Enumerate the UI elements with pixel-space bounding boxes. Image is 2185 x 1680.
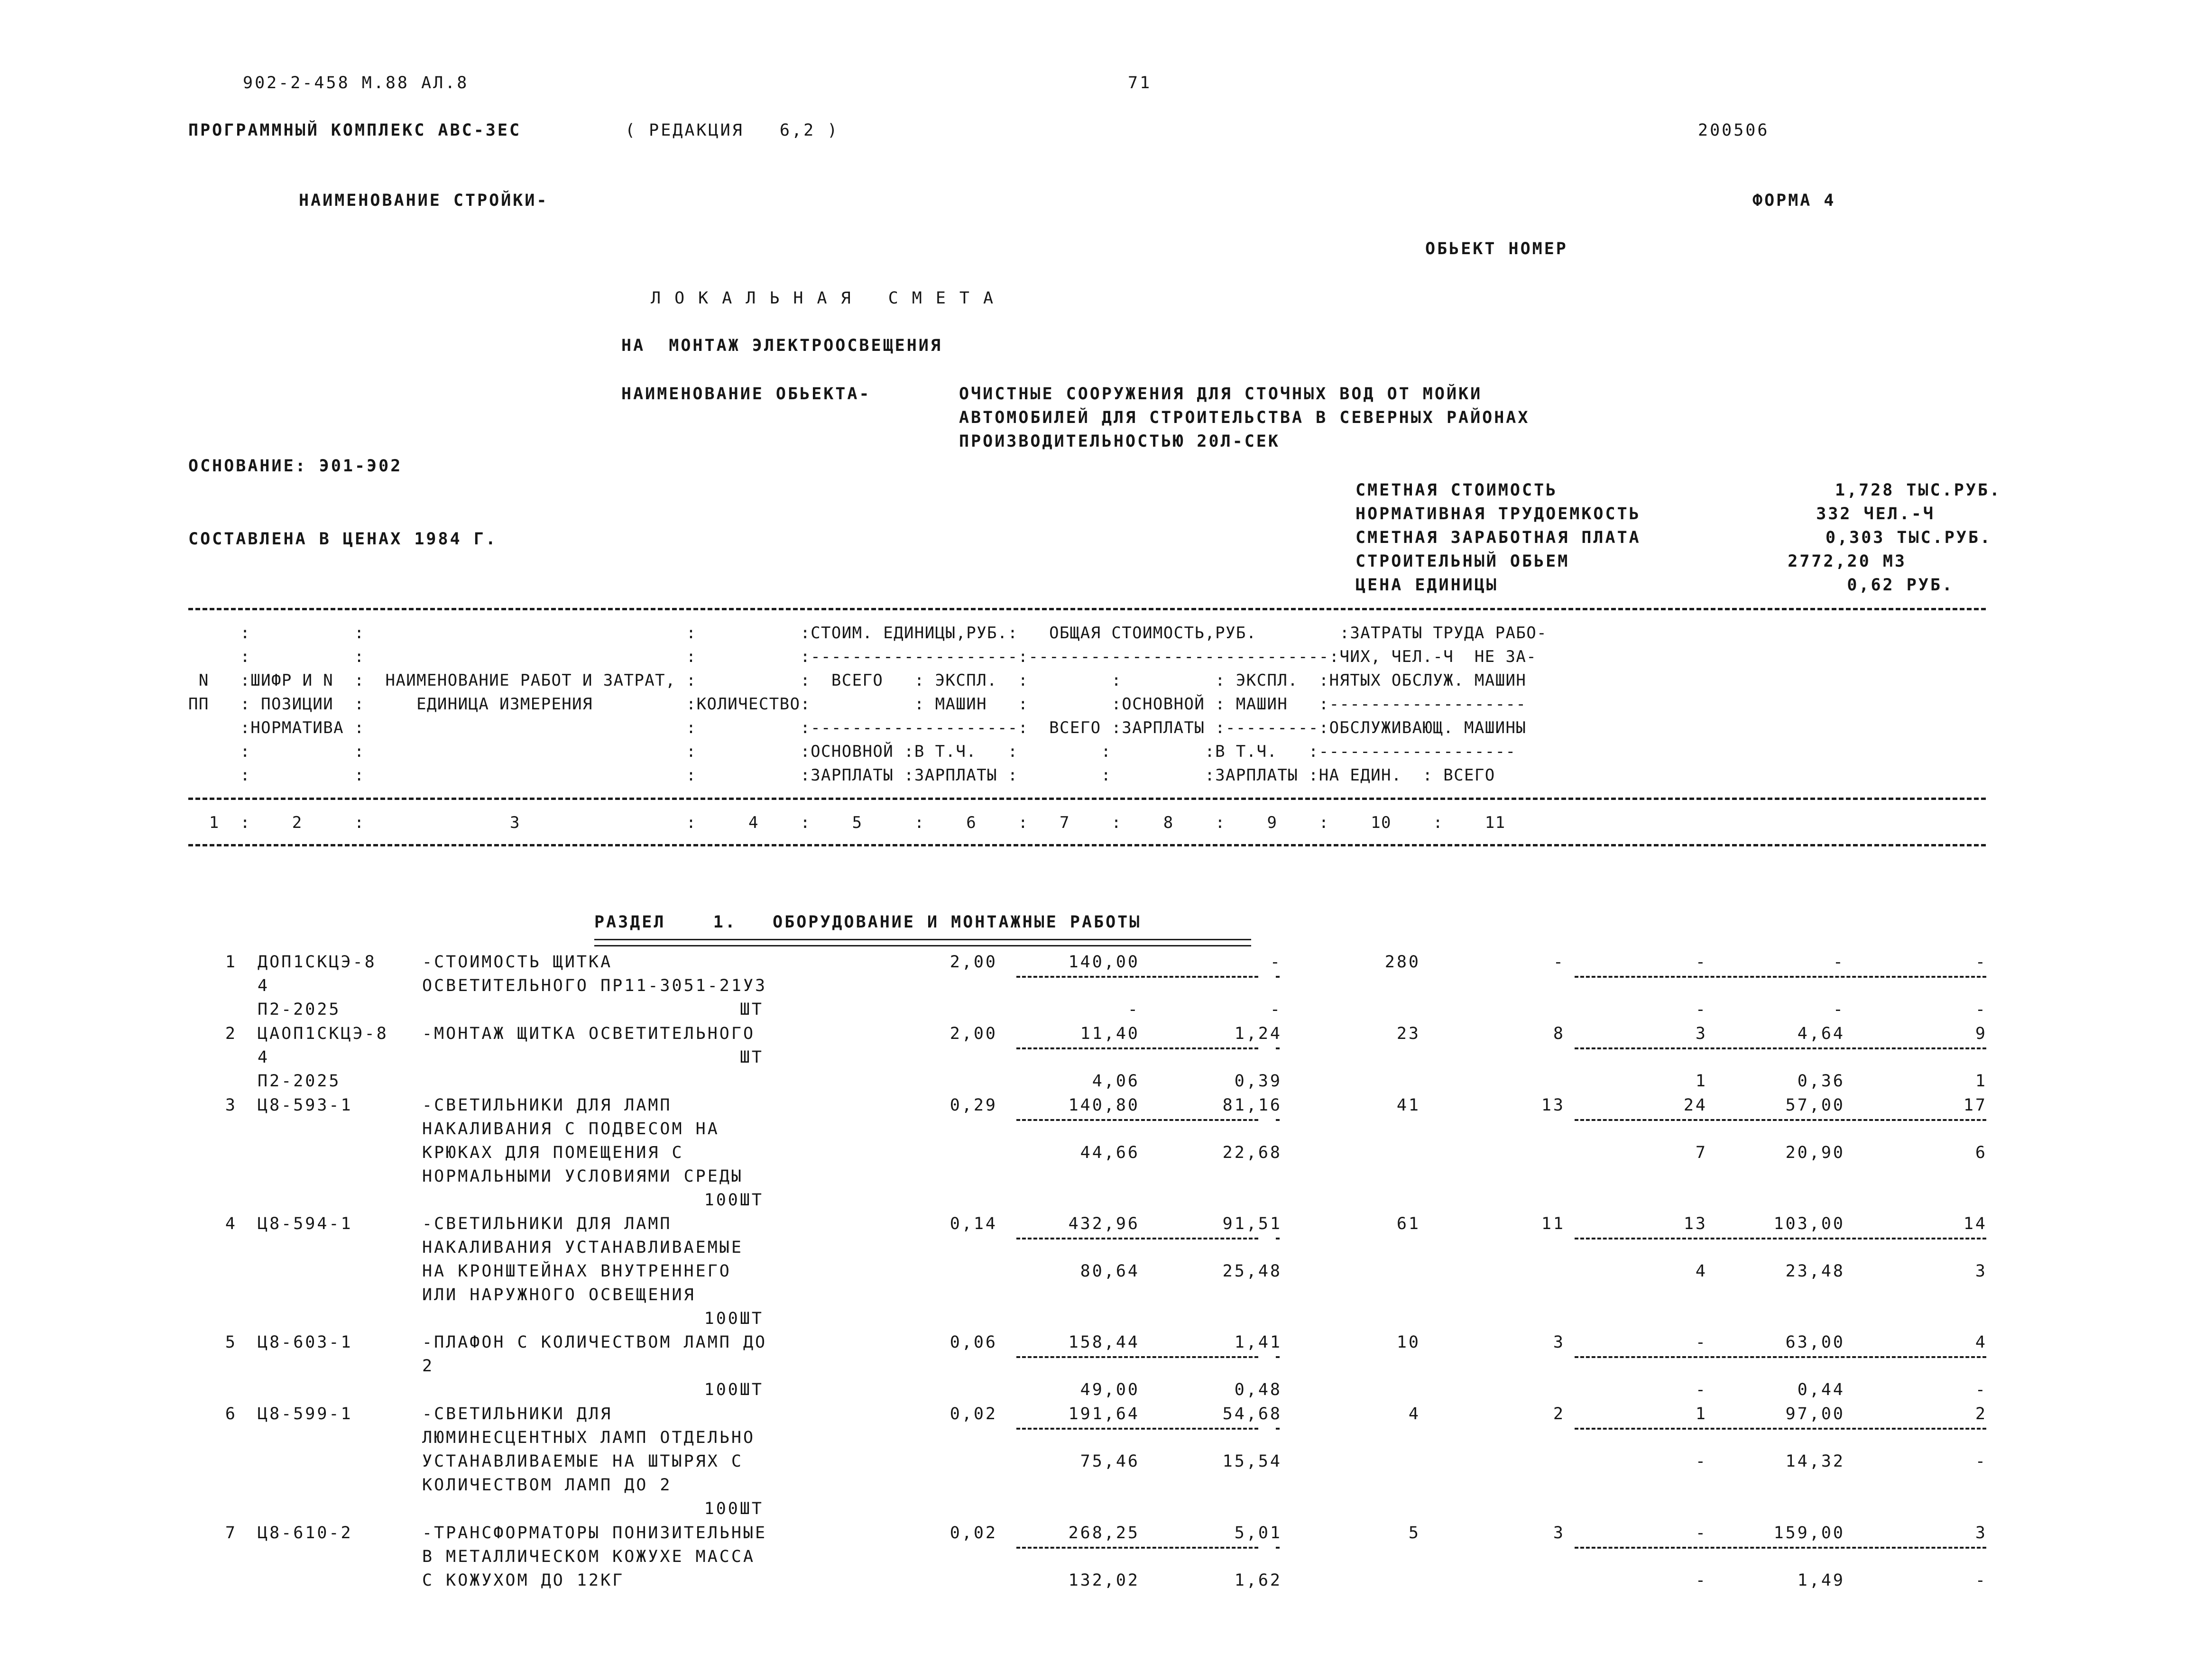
row-col-11: 14	[1963, 1214, 1987, 1233]
row-description: В МЕТАЛЛИЧЕСКОМ КОЖУХЕ МАССА	[422, 1547, 756, 1566]
row-quantity: 0,02	[950, 1524, 997, 1542]
row-wage-11: -	[1975, 1571, 1987, 1590]
subtotal-rule	[1276, 1047, 1280, 1049]
row-code: ДОП1СКЦЭ-8	[258, 953, 377, 972]
row-code: Ц8-603-1	[258, 1333, 353, 1352]
row-number: 1	[225, 953, 237, 972]
row-description: -МОНТАЖ ЩИТКА ОСВЕТИТЕЛЬНОГО	[422, 1024, 756, 1043]
row-wage-5: -	[1127, 1000, 1140, 1019]
row-description: НОРМАЛЬНЫМИ УСЛОВИЯМИ СРЕДЫ	[422, 1167, 743, 1186]
summary-label: СМЕТНАЯ ЗАРАБОТНАЯ ПЛАТА	[1355, 528, 1641, 547]
price-basis: СОСТАВЛЕНА В ЦЕНАХ 1984 Г.	[188, 530, 498, 549]
summary-label: НОРМАТИВНАЯ ТРУДОЕМКОСТЬ	[1355, 505, 1641, 523]
subtotal-rule	[1276, 1547, 1280, 1549]
row-wage-10: 0,44	[1797, 1380, 1845, 1399]
summary-value: 332 ЧЕЛ.-Ч	[1816, 505, 1935, 523]
row-code: П2-2025	[258, 1072, 341, 1091]
summary-label: СМЕТНАЯ СТОИМОСТЬ	[1355, 481, 1558, 500]
row-col-11: 9	[1975, 1024, 1987, 1043]
row-description: -СВЕТИЛЬНИКИ ДЛЯ	[422, 1405, 613, 1423]
subtotal-rule	[1016, 1238, 1258, 1239]
header-line: N :ШИФР И N : НАИМЕНОВАНИЕ РАБОТ И ЗАТРАТ, : : ВСЕГО : ЭКСПЛ. : : : ЭКСПЛ. :НЯТЫХ ОБСЛУЖ. МАШИН	[188, 671, 1527, 690]
subtotal-rule	[1575, 1119, 1986, 1121]
subtotal-rule	[1276, 1356, 1280, 1358]
row-quantity: 2,00	[950, 953, 997, 972]
row-col-10: 159,00	[1773, 1524, 1845, 1542]
program-name: ПРОГРАММНЫЙ КОМПЛЕКС АВС-3ЕС	[188, 121, 522, 140]
summary-value: 1,728 ТЫС.РУБ.	[1835, 481, 2001, 500]
summary-value: 0,62 РУБ.	[1847, 576, 1954, 595]
subtotal-rule	[1016, 1547, 1258, 1549]
row-col-11: -	[1975, 953, 1987, 972]
row-code: Ц8-599-1	[258, 1405, 353, 1423]
row-description: КОЛИЧЕСТВОМ ЛАМП ДО 2	[422, 1476, 672, 1495]
subtotal-rule	[1016, 1047, 1258, 1049]
row-wage-6: 0,48	[1234, 1380, 1282, 1399]
row-col-8: 11	[1541, 1214, 1565, 1233]
row-wage-9: 7	[1695, 1143, 1707, 1162]
row-wage-9: -	[1695, 1380, 1707, 1399]
row-wage-6: 15,54	[1222, 1452, 1282, 1471]
row-wage-5: 75,46	[1080, 1452, 1140, 1471]
row-col-6: 54,68	[1222, 1405, 1282, 1423]
basis: ОСНОВАНИЕ: Э01-Э02	[188, 457, 403, 476]
subtotal-rule	[1575, 1238, 1986, 1239]
subtotal-rule	[1276, 1119, 1280, 1121]
row-code: ЦАОП1СКЦЭ-8	[258, 1024, 388, 1043]
doc-title: ЛОКАЛЬНАЯ СМЕТА	[651, 289, 1007, 308]
row-col-5: 268,25	[1068, 1524, 1140, 1542]
row-wage-10: 0,36	[1797, 1072, 1845, 1091]
construction-name-label: НАИМЕНОВАНИЕ СТРОЙКИ-	[299, 191, 549, 210]
summary-value: 2772,20 М3	[1788, 552, 1907, 571]
row-description: НА КРОНШТЕЙНАХ ВНУТРЕННЕГО	[422, 1262, 731, 1281]
row-unit: 100ШТ	[704, 1380, 764, 1399]
row-col-10: 57,00	[1785, 1096, 1845, 1115]
row-quantity: 0,29	[950, 1096, 997, 1115]
row-wage-9: -	[1695, 1571, 1707, 1590]
row-wage-10: 20,90	[1785, 1143, 1845, 1162]
row-number: 7	[225, 1524, 237, 1542]
object-name-line: АВТОМОБИЛЕЙ ДЛЯ СТРОИТЕЛЬСТВА В СЕВЕРНЫХ РАЙОНАХ	[959, 408, 1530, 427]
subtotal-rule	[1575, 1547, 1986, 1549]
row-description: КРЮКАХ ДЛЯ ПОМЕЩЕНИЯ С	[422, 1143, 684, 1162]
object-name-line: ПРОИЗВОДИТЕЛЬНОСТЬЮ 20Л-СЕК	[959, 432, 1280, 451]
row-wage-11: -	[1975, 1452, 1987, 1471]
subtotal-rule	[1016, 1428, 1258, 1430]
row-wage-9: -	[1695, 1000, 1707, 1019]
row-col-8: -	[1553, 953, 1565, 972]
row-col-6: 91,51	[1222, 1214, 1282, 1233]
header-line: : : : :ЗАРПЛАТЫ :ЗАРПЛАТЫ : : :ЗАРПЛАТЫ :НА ЕДИН. : ВСЕГО	[188, 766, 1495, 785]
row-wage-11: 3	[1975, 1262, 1987, 1281]
row-wage-6: 25,48	[1222, 1262, 1282, 1281]
row-col-8: 3	[1553, 1333, 1565, 1352]
summary-value: 0,303 ТЫС.РУБ.	[1825, 528, 1992, 547]
row-col-7: 41	[1396, 1096, 1420, 1115]
row-code: П2-2025	[258, 1000, 341, 1019]
row-wage-10: -	[1833, 1000, 1845, 1019]
row-wage-11: 1	[1975, 1072, 1987, 1091]
row-number: 5	[225, 1333, 237, 1352]
row-quantity: 0,14	[950, 1214, 997, 1233]
subtotal-rule	[1016, 1119, 1258, 1121]
header-line: : : : :--------------------:-----------------------------:ЧИХ, ЧЕЛ.-Ч НЕ ЗА-	[188, 647, 1537, 666]
row-col-7: 61	[1396, 1214, 1420, 1233]
row-wage-6: 1,62	[1234, 1571, 1282, 1590]
row-number: 6	[225, 1405, 237, 1423]
row-col-7: 4	[1408, 1405, 1420, 1423]
object-name-label: НАИМЕНОВАНИЕ ОБЬЕКТА-	[621, 385, 871, 404]
row-quantity: 0,06	[950, 1333, 997, 1352]
row-description: 2	[422, 1357, 434, 1376]
row-description: -ТРАНСФОРМАТОРЫ ПОНИЗИТЕЛЬНЫЕ	[422, 1524, 767, 1542]
subtotal-rule	[1575, 1356, 1986, 1358]
row-col-7: 23	[1396, 1024, 1420, 1043]
row-col-11: 17	[1963, 1096, 1987, 1115]
summary-label: ЦЕНА ЕДИНИЦЫ	[1355, 576, 1498, 595]
row-description: УСТАНАВЛИВАЕМЫЕ НА ШТЫРЯХ С	[422, 1452, 743, 1471]
row-col-9: 24	[1683, 1096, 1707, 1115]
row-wage-10: 23,48	[1785, 1262, 1845, 1281]
table-top-rule	[188, 608, 1986, 610]
row-description: -СТОИМОСТЬ ЩИТКА	[422, 953, 613, 972]
row-col-9: -	[1695, 953, 1707, 972]
row-wage-5: 44,66	[1080, 1143, 1140, 1162]
row-wage-5: 4,06	[1092, 1072, 1140, 1091]
row-wage-9: 1	[1695, 1072, 1707, 1091]
row-col-8: 13	[1541, 1096, 1565, 1115]
row-quantity: 2,00	[950, 1024, 997, 1043]
row-wage-6: -	[1270, 1000, 1282, 1019]
subtotal-rule	[1575, 1047, 1986, 1049]
row-col-10: 97,00	[1785, 1405, 1845, 1423]
row-col-5: 158,44	[1068, 1333, 1140, 1352]
row-col-7: 280	[1384, 953, 1420, 972]
row-wage-9: 4	[1695, 1262, 1707, 1281]
row-col-9: 3	[1695, 1024, 1707, 1043]
subtotal-rule	[1276, 1428, 1280, 1430]
header-rule	[188, 798, 1986, 800]
section-title: РАЗДЕЛ 1. ОБОРУДОВАНИЕ И МОНТАЖНЫЕ РАБОТЫ	[594, 913, 1142, 932]
row-col-5: 432,96	[1068, 1214, 1140, 1233]
row-col-5: 191,64	[1068, 1405, 1140, 1423]
row-unit: ШТ	[739, 1048, 764, 1067]
row-unit: 100ШТ	[704, 1309, 764, 1328]
edition: ( РЕДАКЦИЯ 6,2 )	[625, 121, 839, 140]
row-unit: 100ШТ	[704, 1499, 764, 1518]
row-description: НАКАЛИВАНИЯ УСТАНАВЛИВАЕМЫЕ	[422, 1238, 743, 1257]
row-unit: ШТ	[739, 1000, 764, 1019]
row-number: 2	[225, 1024, 237, 1043]
doc-subtitle: НА МОНТАЖ ЭЛЕКТРООСВЕЩЕНИЯ	[621, 336, 942, 355]
row-wage-11: 6	[1975, 1143, 1987, 1162]
row-wage-9: -	[1695, 1452, 1707, 1471]
row-col-8: 3	[1553, 1524, 1565, 1542]
row-unit: 100ШТ	[704, 1191, 764, 1210]
subtotal-rule	[1575, 976, 1986, 978]
summary-label: СТРОИТЕЛЬНЫЙ ОБЬЕМ	[1355, 552, 1570, 571]
row-col-6: 5,01	[1234, 1524, 1282, 1542]
header-line: : : : :СТОИМ. ЕДИНИЦЫ,РУБ.: ОБЩАЯ СТОИМОСТЬ,РУБ. :ЗАТРАТЫ ТРУДА РАБО-	[188, 624, 1547, 643]
row-col-5: 140,80	[1068, 1096, 1140, 1115]
row-col-6: 1,41	[1234, 1333, 1282, 1352]
object-number-label: ОБЬЕКТ НОМЕР	[1425, 239, 1568, 258]
row-wage-5: 49,00	[1080, 1380, 1140, 1399]
row-wage-5: 80,64	[1080, 1262, 1140, 1281]
row-col-6: 1,24	[1234, 1024, 1282, 1043]
row-col-10: -	[1833, 953, 1845, 972]
object-name-line: ОЧИСТНЫЕ СООРУЖЕНИЯ ДЛЯ СТОЧНЫХ ВОД ОТ МОЙКИ	[959, 385, 1483, 404]
subtotal-rule	[1575, 1428, 1986, 1430]
column-numbers: 1 : 2 : 3 : 4 : 5 : 6 : 7 : 8 : 9 : 10 : 11	[188, 813, 1506, 832]
row-description: -СВЕТИЛЬНИКИ ДЛЯ ЛАМП	[422, 1214, 672, 1233]
row-col-9: 1	[1695, 1405, 1707, 1423]
row-description: НАКАЛИВАНИЯ С ПОДВЕСОМ НА	[422, 1120, 719, 1138]
row-number: 4	[225, 1214, 237, 1233]
row-col-10: 63,00	[1785, 1333, 1845, 1352]
row-col-10: 4,64	[1797, 1024, 1845, 1043]
code-number: 200506	[1698, 121, 1770, 140]
header-line: ПП : ПОЗИЦИИ : ЕДИНИЦА ИЗМЕРЕНИЯ :КОЛИЧЕСТВО: : МАШИН : :ОСНОВНОЙ : МАШИН :-------------------	[188, 695, 1527, 714]
row-wage-10: 14,32	[1785, 1452, 1845, 1471]
row-description: ОСВЕТИТЕЛЬНОГО ПР11-3051-21УЗ	[422, 976, 767, 995]
form-label: ФОРМА 4	[1752, 191, 1836, 210]
subtotal-rule	[1276, 976, 1280, 978]
row-col-5: 11,40	[1080, 1024, 1140, 1043]
row-description: С КОЖУХОМ ДО 12КГ	[422, 1571, 625, 1590]
row-wage-11: -	[1975, 1000, 1987, 1019]
row-description: ЛЮМИНЕСЦЕНТНЫХ ЛАМП ОТДЕЛЬНО	[422, 1428, 756, 1447]
row-col-6: 81,16	[1222, 1096, 1282, 1115]
doc-code: 902-2-458 М.88 АЛ.8	[243, 73, 469, 92]
row-col-9: -	[1695, 1524, 1707, 1542]
row-col-11: 4	[1975, 1333, 1987, 1352]
row-number: 3	[225, 1096, 237, 1115]
row-description: -СВЕТИЛЬНИКИ ДЛЯ ЛАМП	[422, 1096, 672, 1115]
row-col-11: 3	[1975, 1524, 1987, 1542]
row-wage-11: -	[1975, 1380, 1987, 1399]
row-code: 4	[258, 976, 270, 995]
row-col-11: 2	[1975, 1405, 1987, 1423]
row-code: 4	[258, 1048, 270, 1067]
header-line: :НОРМАТИВА : : :--------------------: ВСЕГО :ЗАРПЛАТЫ :---------:ОБСЛУЖИВАЮЩ. МАШИНЫ	[188, 718, 1527, 737]
row-description: -ПЛАФОН С КОЛИЧЕСТВОМ ЛАМП ДО	[422, 1333, 767, 1352]
row-quantity: 0,02	[950, 1405, 997, 1423]
subtotal-rule	[1016, 1356, 1258, 1358]
page-number: 71	[1128, 73, 1152, 92]
row-col-7: 10	[1396, 1333, 1420, 1352]
row-col-5: 140,00	[1068, 953, 1140, 972]
row-col-7: 5	[1408, 1524, 1420, 1542]
subtotal-rule	[1276, 1238, 1280, 1239]
column-numbers-rule	[188, 844, 1986, 846]
row-col-9: 13	[1683, 1214, 1707, 1233]
row-wage-6: 22,68	[1222, 1143, 1282, 1162]
header-line: : : : :ОСНОВНОЙ :В Т.Ч. : : :В Т.Ч. :-------------------	[188, 742, 1516, 761]
row-wage-10: 1,49	[1797, 1571, 1845, 1590]
row-col-9: -	[1695, 1333, 1707, 1352]
row-code: Ц8-610-2	[258, 1524, 353, 1542]
row-col-10: 103,00	[1773, 1214, 1845, 1233]
row-code: Ц8-593-1	[258, 1096, 353, 1115]
row-description: ИЛИ НАРУЖНОГО ОСВЕЩЕНИЯ	[422, 1285, 696, 1304]
row-wage-6: 0,39	[1234, 1072, 1282, 1091]
section-underline	[594, 939, 1251, 946]
row-col-6: -	[1270, 953, 1282, 972]
row-col-8: 8	[1553, 1024, 1565, 1043]
subtotal-rule	[1016, 976, 1258, 978]
row-wage-5: 132,02	[1068, 1571, 1140, 1590]
row-code: Ц8-594-1	[258, 1214, 353, 1233]
row-col-8: 2	[1553, 1405, 1565, 1423]
